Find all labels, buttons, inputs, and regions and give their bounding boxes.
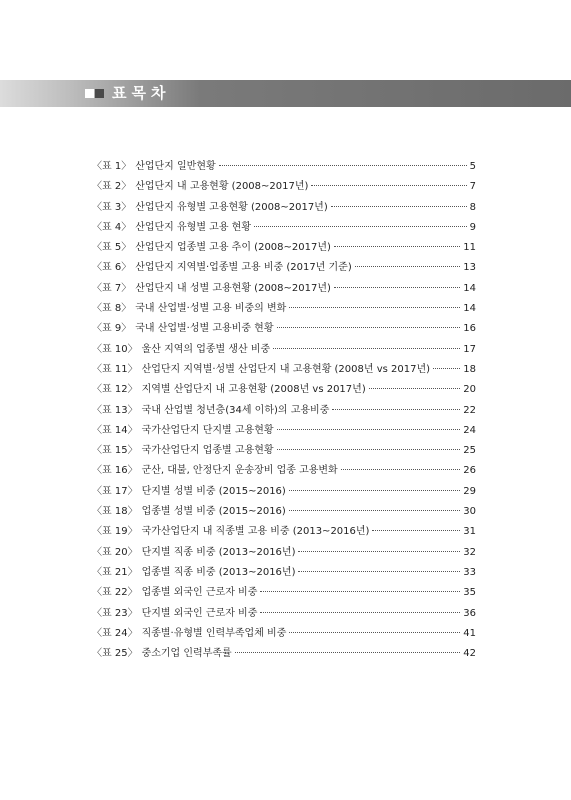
toc-dot-leader [334,287,460,288]
toc-entry-label: 〈표 5〉 [92,242,132,254]
toc-entry-title: 단지별 외국인 근로자 비중 [141,607,258,619]
toc-entry-label: 〈표 3〉 [92,201,132,213]
toc-entry-label: 〈표 14〉 [92,424,138,436]
toc-entry-label: 〈표 7〉 [92,282,132,294]
toc-entry-title: 군산, 대불, 안정단지 운송장비 업종 고용변화 [141,465,338,477]
toc-entry-page-number: 18 [463,363,476,375]
toc-entry[interactable] [92,563,476,583]
toc-entry-label: 〈표 24〉 [92,627,138,639]
toc-entry-title: 단지별 성별 비중 (2015~2016) [141,485,286,497]
toc-entry-title: 지역별 산업단지 내 고용현황 (2008년 vs 2017년) [141,384,366,396]
header-square-light-icon [85,89,94,98]
toc-entry[interactable] [92,401,476,421]
toc-entry[interactable] [92,319,476,339]
toc-entry-title: 국내 산업별 청년층(34세 이하)의 고용비중 [141,404,330,416]
toc-dot-leader [289,490,460,491]
toc-entry-page-number: 17 [463,343,476,355]
toc-entry-title: 중소기업 인력부족률 [141,648,232,660]
toc-dot-leader [219,165,467,166]
toc-entry-label: 〈표 1〉 [92,161,132,172]
toc-entry-title: 업종별 직종 비중 (2013~2016년) [141,566,296,578]
header-square-dark-icon [95,89,104,98]
toc-entry-title: 국내 산업별·성별 고용 비중의 변화 [135,303,287,315]
toc-entry-page-number: 14 [463,303,476,315]
toc-dot-leader [332,409,460,410]
toc-dot-leader [369,388,461,389]
toc-entry-title: 산업단지 유형별 고용 현황 [135,221,251,233]
toc-entry[interactable] [92,482,476,502]
toc-dot-leader [433,368,460,369]
toc-entry-label: 〈표 13〉 [92,404,138,416]
toc-entry-title: 업종별 성별 비중 (2015~2016) [141,506,286,518]
toc-entry-label: 〈표 17〉 [92,485,138,497]
toc-entry-page-number: 30 [463,506,476,518]
toc-entry-label: 〈표 22〉 [92,587,138,599]
toc-entry[interactable] [92,360,476,380]
toc-dot-leader [277,449,461,450]
toc-entry-label: 〈표 2〉 [92,181,132,193]
toc-entry-page-number: 29 [463,485,476,497]
toc-dot-leader [277,327,461,328]
toc-entry-title: 산업단지 일반현황 [135,161,216,172]
toc-entry-page-number: 7 [469,181,476,193]
toc-dot-leader [289,510,460,511]
toc-entry-label: 〈표 23〉 [92,607,138,619]
toc-dot-leader [289,307,460,308]
toc-entry-label: 〈표 20〉 [92,546,138,558]
toc-dot-leader [235,652,461,653]
toc-entry-label: 〈표 6〉 [92,262,132,274]
toc-entry[interactable] [92,177,476,197]
toc-entry-page-number: 5 [469,161,476,172]
toc-entry[interactable] [92,543,476,563]
toc-entry-title: 산업단지 내 성별 고용현황 (2008~2017년) [135,282,331,294]
toc-entry[interactable] [92,218,476,238]
toc-entry-title: 산업단지 내 고용현황 (2008~2017년) [135,181,309,193]
toc-entry[interactable] [92,604,476,624]
page-title: 표목차 [112,84,171,102]
toc-entry[interactable] [92,279,476,299]
toc-entry-page-number: 33 [463,566,476,578]
toc-dot-leader [273,348,460,349]
toc-entry-label: 〈표 10〉 [92,343,138,355]
toc-dot-leader [277,429,461,430]
toc-dot-leader [334,246,460,247]
toc-entry[interactable] [92,583,476,603]
toc-entry-title: 국가산업단지 단지별 고용현황 [141,424,274,436]
toc-entry[interactable] [92,522,476,542]
toc-entry[interactable] [92,441,476,461]
toc-entry-title: 국가산업단지 내 직종별 고용 비중 (2013~2016년) [141,526,370,538]
toc-entry-page-number: 32 [463,546,476,558]
toc-entry-label: 〈표 12〉 [92,384,138,396]
toc-entry-title: 산업단지 지역별·업종별 고용 비중 (2017년 기준) [135,262,352,274]
toc-entry[interactable] [92,644,476,664]
toc-entry-page-number: 36 [463,607,476,619]
toc-entry-label: 〈표 18〉 [92,506,138,518]
toc-entry[interactable] [92,421,476,441]
toc-entry-label: 〈표 11〉 [92,363,138,375]
toc-entry[interactable] [92,238,476,258]
toc-dot-leader [254,226,467,227]
toc-entry-title: 산업단지 유형별 고용현황 (2008~2017년) [135,201,328,213]
toc-entry-page-number: 13 [463,262,476,274]
toc-entry[interactable] [92,258,476,278]
toc-entry-label: 〈표 25〉 [92,648,138,660]
toc-entry-page-number: 42 [463,648,476,660]
toc-entry[interactable] [92,340,476,360]
toc-entry-label: 〈표 21〉 [92,566,138,578]
toc-dot-leader [289,632,460,633]
toc-dot-leader [355,266,461,267]
toc-entry[interactable] [92,380,476,400]
toc-entry[interactable] [92,461,476,481]
toc-entry-page-number: 25 [463,445,476,457]
toc-dot-leader [331,206,467,207]
toc-dot-leader [298,551,460,552]
toc-dot-leader [311,185,466,186]
toc-entry-page-number: 41 [463,627,476,639]
toc-entry-label: 〈표 8〉 [92,303,132,315]
toc-entry-title: 국내 산업별·성별 고용비중 현황 [135,323,274,335]
toc-entry[interactable] [92,157,476,177]
toc-entry-page-number: 26 [463,465,476,477]
toc-entry-page-number: 35 [463,587,476,599]
toc-dot-leader [260,591,460,592]
toc-entry[interactable] [92,299,476,319]
toc-entry-label: 〈표 16〉 [92,465,138,477]
toc-entry-label: 〈표 19〉 [92,526,138,538]
toc-dot-leader [372,530,460,531]
toc-entry-page-number: 31 [463,526,476,538]
toc-entry[interactable] [92,502,476,522]
toc-entry-title: 산업단지 지역별·성별 산업단지 내 고용현황 (2008년 vs 2017년) [141,363,431,375]
toc-entry-page-number: 20 [463,384,476,396]
table-of-tables-list [92,157,476,664]
toc-entry-page-number: 22 [463,404,476,416]
toc-entry-title: 직종별·유형별 인력부족업체 비중 [141,627,287,639]
toc-entry-title: 울산 지역의 업종별 생산 비중 [141,343,271,355]
toc-entry-page-number: 14 [463,282,476,294]
toc-dot-leader [260,612,460,613]
toc-entry-title: 업종별 외국인 근로자 비중 [141,587,258,599]
toc-dot-leader [341,469,461,470]
toc-entry-title: 산업단지 업종별 고용 추이 (2008~2017년) [135,242,331,254]
toc-entry-page-number: 16 [463,323,476,335]
toc-entry-title: 국가산업단지 업종별 고용현황 [141,445,274,457]
toc-entry-title: 단지별 직종 비중 (2013~2016년) [141,546,296,558]
toc-entry-label: 〈표 4〉 [92,221,132,233]
toc-entry-page-number: 24 [463,424,476,436]
toc-entry-page-number: 11 [463,242,476,254]
toc-entry-page-number: 8 [469,201,476,213]
toc-entry[interactable] [92,198,476,218]
toc-entry-page-number: 9 [469,221,476,233]
toc-entry[interactable] [92,624,476,644]
toc-entry-label: 〈표 15〉 [92,445,138,457]
toc-dot-leader [298,571,460,572]
toc-entry-label: 〈표 9〉 [92,323,132,335]
